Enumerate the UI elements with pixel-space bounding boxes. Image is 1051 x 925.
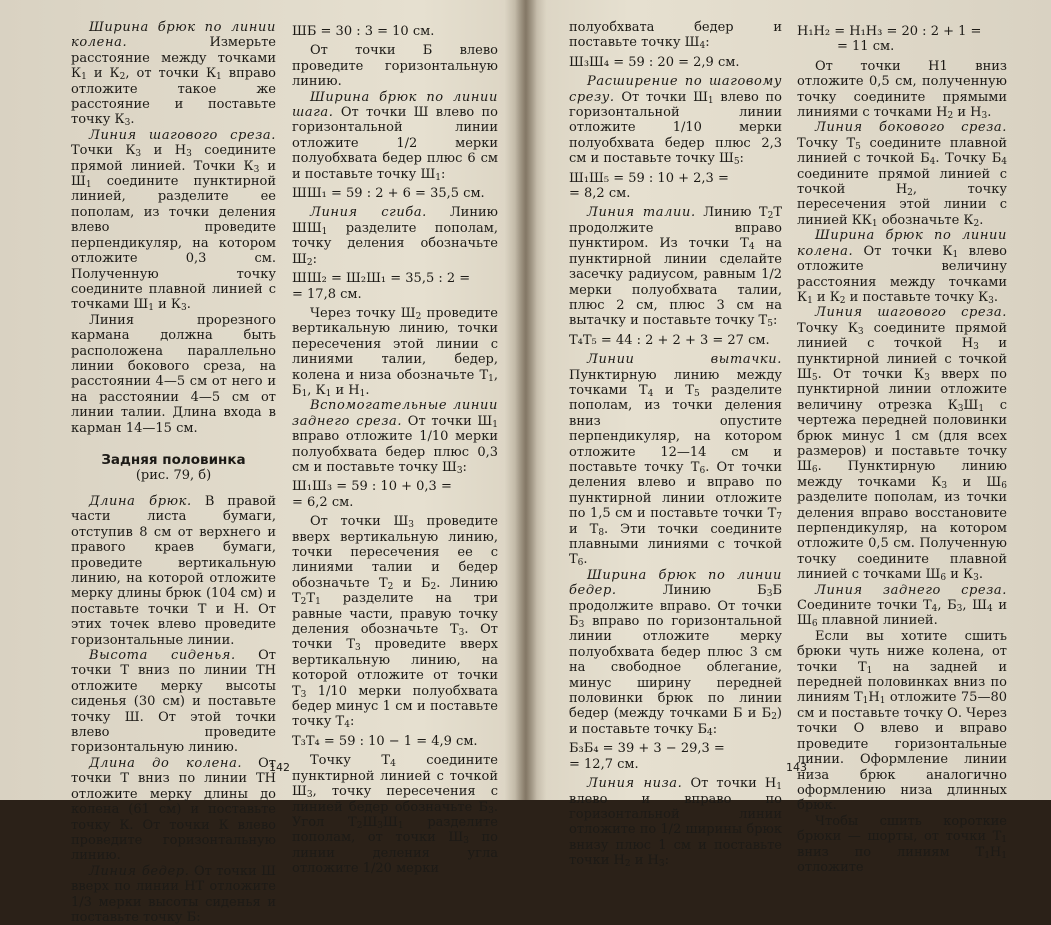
paragraph: Точку $Т_4$ соедините пунктирной линией с точкой $Ш_3$, точку пересечения с линией бедер обозначьте $Б_3$. Угол $Т_2Ш_3Ш_1$ разделите пополам, от точки $Ш_3$ по линии деления угла отложите 1/20 мерки <box>292 753 498 877</box>
paragraph: От точки $Ш_3$ проведите вверх вертикальную линию, точки пересечения ее с линиями талии и бедер обозначьте $Т_2$ и $Б_2$. Линию $Т_2Т_1$ разделите на три равные части, правую точку деления обозначьте $Т_3$. От точки $Т_3$ проведите вверх вертикальную линию, на которой отложите от точки $Т_3$ 1/10 мерки полуобхвата бедер минус 1 см и поставьте точку $Т_4$: <box>292 514 498 731</box>
paragraph-crotch-width: Ширина брюк по линии шага. От точки Ш влево по горизонтальной линии отложите 1/2 мерки полуобхвата бедер плюс 6 см и поставьте точку $Ш_1$: <box>292 89 498 183</box>
paragraph-knee-length: Длина до колена. От точки Т вниз по линии ТН отложите мерку длины до колена (61 см) и поставьте точку К. От точки К влево проведите горизонтальную линию. <box>71 755 276 864</box>
paragraph-seat-height: Высота сиденья. От точки Т вниз по линии ТН отложите мерку высоты сиденья (30 см) и поставьте точку Ш. От этой точки влево проведите горизонтальную линию. <box>71 648 276 756</box>
paragraph-knee-width: Ширина брюк по линии колена. Измерьте расстояние между точками $К_1$ и $К_2$, от точки $К_1$ вправо отложите такое же расстояние и поставьте точку $К_3$. <box>71 20 276 129</box>
paragraph: Если вы хотите сшить брюки чуть ниже колена, от точки $Т_1$ на задней и передней половинках вниз по линиям $Т_1Н_1$ отложите 75—80 см и поставьте точку О. Через точки О влево и вправо проведите горизонтальные линии. Оформление линии низа брюк аналогично оформлению низа длинных брюк. <box>797 628 1007 814</box>
paragraph-side-seam: Линия бокового среза. Точку $Т_5$ соедините плавной линией с точкой $Б_4$. Точку $Б_4$ соедините прямой линией с точкой $Н_2$, точку пересечения этой линии с линией $КК_1$ обозначьте $К_2$. <box>797 120 1007 229</box>
right-page <box>531 0 1051 875</box>
page-number-left: 142 <box>269 761 290 774</box>
paragraph-inseam-line: Линия шагового среза. Точки $К_3$ и $Н_3$ соедините прямой линией. Точки $К_3$ и $Ш_1$ соедините пунктирной линией, разделите ее пополам, из точки деления влево проведите перпендикуляр, на котором отложите 0,3 см. Полученную точку соедините плавной линией с точками $Ш_1$ и $К_3$. <box>71 127 277 314</box>
formula: ШШ₁ = 59 : 2 + 6 = 35,5 см. <box>292 186 485 202</box>
section-heading-back-half: Задняя половинка (рис. 79, б) <box>101 451 246 483</box>
paragraph-fold-line: Линия сгиба. Линию $ШШ_1$ разделите пополам, точку деления обозначьте $Ш_2$: <box>292 205 498 268</box>
paragraph-trouser-length: Длина брюк. В правой части листа бумаги, отступив 8 см от верхнего и правого краев бумаги, проведите вертикальную линию, на которой отложите мерку длины брюк (104 см) и поставьте точки Т и Н. От этих точек влево проведите горизонтальные линии. <box>71 493 276 648</box>
formula: Н₁Н₂ = Н₁Н₃ = 20 : 2 + 1 = = 11 см. <box>797 24 982 55</box>
paragraph: Чтобы сшить короткие брюки — шорты, от точки $Т_1$ вниз по линиям $Т_1Н_1$ отложите <box>797 813 1007 875</box>
paragraph: Через точку $Ш_2$ проведите вертикальную линию, точки пересечения этой линии с линиями талии, бедер, колена и низа обозначьте $Т_1$, $Б_1$, $К_1$ и $Н_1$. <box>292 305 498 399</box>
paragraph-back-seam: Линия заднего среза. Соедините точки $Т_4$, $Б_3$, $Ш_4$ и $Ш_6$ плавной линией. <box>797 582 1007 630</box>
paragraph-hip-width: Ширина брюк по линии бедер. Линию $Б_3Б$ продолжите вправо. От точки $Б_3$ вправо по горизонтальной линии отложите мерку полуобхвата бедер плюс 3 см на свободное облегание, минус ширину передней половинки брюк по линии бедер (между точками Б и $Б_2$) и поставьте точку $Б_4$: <box>569 567 782 738</box>
left-page-column-2 <box>292 20 498 877</box>
paragraph-knee-width: Ширина брюк по линии колена. От точки $К_1$ влево отложите величину расстояния между точками $К_1$ и $К_2$ и поставьте точку $К_3$. <box>797 228 1007 306</box>
right-page-column-1 <box>569 20 782 869</box>
paragraph: полуобхвата бедер и поставьте точку $Ш_4$: <box>569 20 782 52</box>
formula: ШШ₂ = Ш₂Ш₁ = 35,5 : 2 = = 17,8 см. <box>292 271 471 302</box>
page-number-right: 143 <box>786 761 807 774</box>
paragraph: От точки Б влево проведите горизонтальную линию. <box>292 43 498 90</box>
formula: Ш₃Ш₄ = 59 : 20 = 2,9 см. <box>569 54 740 70</box>
paragraph-inseam-line: Линия шагового среза. Точку $К_3$ соедините прямой линией с точкой $Н_3$ и пунктирной линией с точкой $Ш_5$. От точки $К_3$ вверх по пунктирной линии отложите величину отрезка $К_3Ш_1$ с чертежа передней половинки брюк минус 1 см (для всех размеров) и поставьте точку $Ш_6$. Пунктирную линию между точками $К_3$ и $Ш_6$ разделите пополам, из точки деления вправо восстановите перпендикуляр, на котором отложите 0,5 см. Полученную точку соедините плавной линией с точками $Ш_6$ и $К_3$. <box>797 305 1007 584</box>
paragraph-dart-lines: Линии вытачки. Пунктирную линию между точками $Т_4$ и $Т_5$ разделите пополам, из точки деления вниз опустите перпендикуляр, на котором отложите 12—14 см и поставьте точку $Т_6$. От точки деления влево и вправо по пунктирной линии отложите по 1,5 см и поставьте точки $Т_7$ и $Т_8$. Эти точки соедините плавными линиями с точкой $Т_6$. <box>569 352 782 569</box>
formula: ШБ = 30 : 3 = 10 см. <box>292 24 435 39</box>
formula: Т₃Т₄ = 59 : 10 − 1 = 4,9 см. <box>292 733 478 749</box>
paragraph-pocket-line: Линия прорезного кармана должна быть расположена параллельно линии бокового среза, на расстоянии 4—5 см от него и на расстоянии 4—5 см от линии талии. Длина входа в карман 14—15 см. <box>71 312 276 436</box>
paragraph-hem-line: Линия низа. От точки $Н_1$ влево и вправо по горизонтальной линии отложите по 1/2 ширины брюк внизу плюс 1 см и поставьте точки $Н_2$ и $Н_3$: <box>569 776 782 870</box>
paragraph-hip-line: Линия бедер. От точки Ш вверх по линии НТ отложите 1/3 мерки высоты сиденья и поставьте точку Б: <box>71 863 276 925</box>
formula: Т₄Т₅ = 44 : 2 + 2 + 3 = 27 см. <box>569 332 770 348</box>
formula: Ш₁Ш₃ = 59 : 10 + 0,3 = = 6,2 см. <box>292 479 452 510</box>
left-page-column-1 <box>71 20 276 925</box>
left-page <box>0 0 520 925</box>
paragraph: От точки Н1 вниз отложите 0,5 см, полученную точку соедините прямыми линиями с точками $Н_2$ и $Н_3$. <box>797 58 1007 122</box>
paragraph-waist-line: Линия талии. Линию $Т_2Т$ продолжите вправо пунктиром. Из точки $Т_4$ на пунктирной линии сделайте засечку радиусом, равным 1/2 мерки полуобхвата талии, плюс 2 см, плюс 3 см на вытачку и поставьте точку $Т_5$: <box>569 205 782 330</box>
paragraph-back-seam-aux: Вспомогательные линии заднего среза. От точки $Ш_1$ вправо отложите 1/10 мерки полуобхвата бедер плюс 0,3 см и поставьте точку $Ш_3$: <box>292 398 498 476</box>
formula: Б₃Б₄ = 39 + 3 − 29,3 = = 12,7 см. <box>569 741 725 772</box>
formula: Ш₁Ш₅ = 59 : 10 + 2,3 = = 8,2 см. <box>569 170 729 202</box>
right-page-column-2 <box>797 20 1007 875</box>
paragraph-inseam-widening: Расширение по шаговому срезу. От точки $Ш_1$ влево по горизонтальной линии отложите 1/10 мерки полуобхвата бедер плюс 2,3 см и поставьте точку $Ш_5$: <box>569 74 783 168</box>
